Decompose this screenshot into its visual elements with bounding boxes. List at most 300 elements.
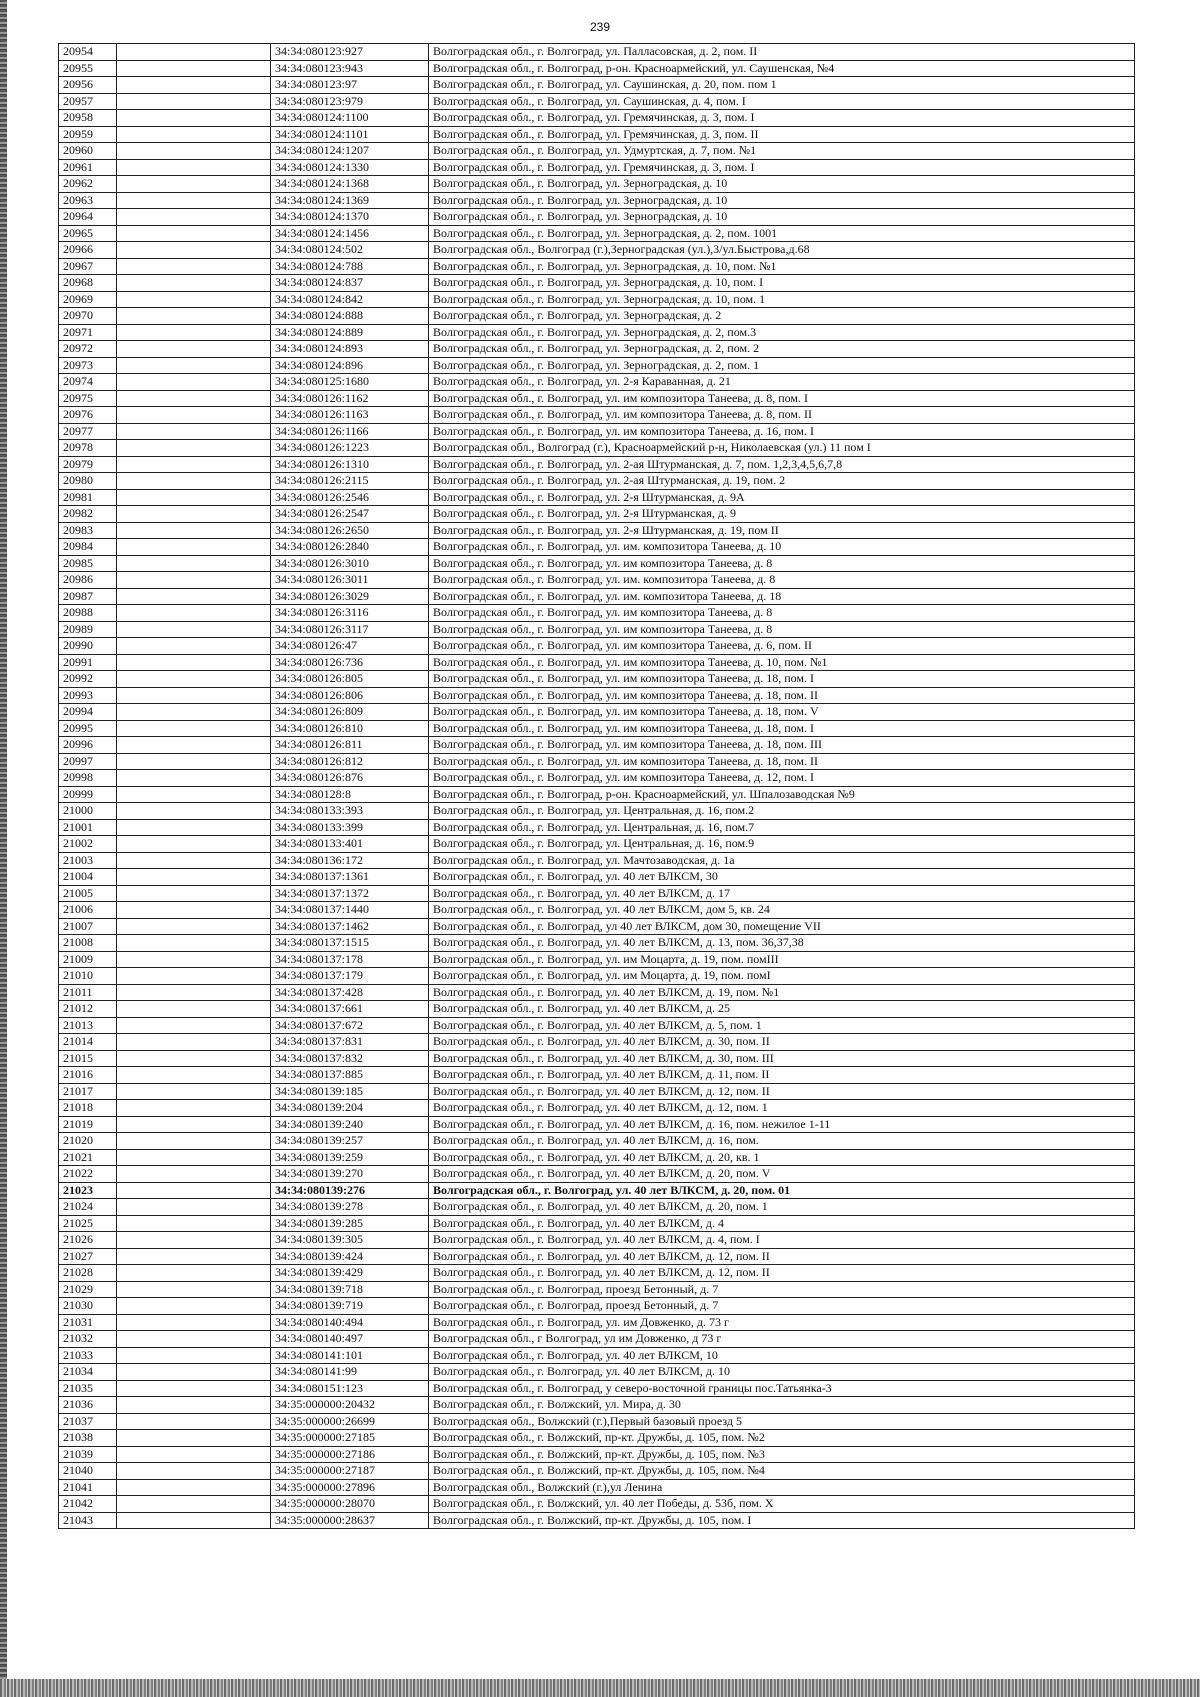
empty-cell	[117, 918, 271, 935]
cadastral-number-cell: 34:34:080139:424	[271, 1248, 429, 1265]
empty-cell	[117, 753, 271, 770]
empty-cell	[117, 654, 271, 671]
address-cell: Волгоградская обл., г. Волгоград, ул. 40 лет ВЛКСМ, д. 11, пом. II	[429, 1067, 1135, 1084]
row-number-cell: 21041	[59, 1479, 117, 1496]
empty-cell	[117, 539, 271, 556]
empty-cell	[117, 803, 271, 820]
row-number-cell: 20975	[59, 390, 117, 407]
table-row	[59, 324, 1135, 341]
cadastral-number-cell: 34:34:080139:305	[271, 1232, 429, 1249]
row-number-cell: 21026	[59, 1232, 117, 1249]
row-number-cell: 20986	[59, 572, 117, 589]
empty-cell	[117, 1215, 271, 1232]
cadastral-number-cell: 34:34:080139:257	[271, 1133, 429, 1150]
table-row	[59, 1512, 1135, 1529]
row-number-cell: 20982	[59, 506, 117, 523]
table-row	[59, 374, 1135, 391]
address-cell: Волгоградская обл., г. Волгоград, ул. им композитора Танеева, д. 18, пом. III	[429, 737, 1135, 754]
cadastral-number-cell: 34:34:080124:1368	[271, 176, 429, 193]
cadastral-number-cell: 34:34:080133:393	[271, 803, 429, 820]
row-number-cell: 21018	[59, 1100, 117, 1117]
table-row	[59, 786, 1135, 803]
table-row	[59, 951, 1135, 968]
table-row	[59, 1446, 1135, 1463]
cadastral-number-cell: 34:34:080140:494	[271, 1314, 429, 1331]
cadastral-number-cell: 34:35:000000:27186	[271, 1446, 429, 1463]
row-number-cell: 20974	[59, 374, 117, 391]
table-row	[59, 968, 1135, 985]
table-row	[59, 1215, 1135, 1232]
table-row	[59, 159, 1135, 176]
row-number-cell: 20977	[59, 423, 117, 440]
table-row	[59, 984, 1135, 1001]
address-cell: Волгоградская обл., г. Волгоград, ул. им композитора Танеева, д. 18, пом. V	[429, 704, 1135, 721]
cadastral-number-cell: 34:34:080124:788	[271, 258, 429, 275]
address-cell: Волгоградская обл., г. Волгоград, ул. 40 лет ВЛКСМ, дом 5, кв. 24	[429, 902, 1135, 919]
table-row	[59, 605, 1135, 622]
address-cell: Волгоградская обл., г. Волгоград, ул. им композитора Танеева, д. 8	[429, 605, 1135, 622]
address-cell: Волгоградская обл., г. Волгоград, ул. 40 лет ВЛКСМ, д. 12, пом. II	[429, 1265, 1135, 1282]
address-cell: Волгоградская обл., г. Волгоград, ул. 40 лет ВЛКСМ, д. 20, пом. V	[429, 1166, 1135, 1183]
address-cell: Волгоградская обл., г. Волгоград, ул. 40 лет ВЛКСМ, д. 30, пом. III	[429, 1050, 1135, 1067]
address-cell: Волгоградская обл., г. Волжский, пр-кт. Дружбы, д. 105, пом. №2	[429, 1430, 1135, 1447]
empty-cell	[117, 638, 271, 655]
table-row	[59, 1116, 1135, 1133]
scan-bottom-edge	[0, 1679, 1200, 1697]
empty-cell	[117, 1067, 271, 1084]
row-number-cell: 20989	[59, 621, 117, 638]
table-row	[59, 258, 1135, 275]
address-cell: Волгоградская обл., г. Волгоград, ул. Зерноградская, д. 2, пом. 1	[429, 357, 1135, 374]
row-number-cell: 21035	[59, 1380, 117, 1397]
empty-cell	[117, 1496, 271, 1513]
row-number-cell: 20958	[59, 110, 117, 127]
cadastral-number-cell: 34:34:080137:672	[271, 1017, 429, 1034]
address-cell: Волгоградская обл., г. Волгоград, р-он. Красноармейский, ул. Шпалозаводская №9	[429, 786, 1135, 803]
cadastral-number-cell: 34:34:080126:47	[271, 638, 429, 655]
address-cell: Волгоградская обл., г. Волгоград, ул. им Довженко, д. 73 г	[429, 1314, 1135, 1331]
row-number-cell: 21038	[59, 1430, 117, 1447]
cadastral-number-cell: 34:34:080126:736	[271, 654, 429, 671]
row-number-cell: 21033	[59, 1347, 117, 1364]
address-cell: Волгоградская обл., г. Волгоград, ул. 2-я Штурманская, д. 9А	[429, 489, 1135, 506]
cadastral-number-cell: 34:34:080137:178	[271, 951, 429, 968]
cadastral-number-cell: 34:34:080126:3029	[271, 588, 429, 605]
row-number-cell: 21016	[59, 1067, 117, 1084]
address-cell: Волгоградская обл., г. Волгоград, ул. 40 лет ВЛКСМ, д. 10	[429, 1364, 1135, 1381]
row-number-cell: 20962	[59, 176, 117, 193]
cadastral-number-cell: 34:34:080126:810	[271, 720, 429, 737]
table-row	[59, 918, 1135, 935]
cadastral-number-cell: 34:34:080126:806	[271, 687, 429, 704]
table-row	[59, 77, 1135, 94]
row-number-cell: 20992	[59, 671, 117, 688]
cadastral-number-cell: 34:34:080126:1310	[271, 456, 429, 473]
table-row	[59, 902, 1135, 919]
address-cell: Волгоградская обл., г. Волгоград, ул. им композитора Танеева, д. 8, пом. I	[429, 390, 1135, 407]
cadastral-number-cell: 34:34:080139:276	[271, 1182, 429, 1199]
empty-cell	[117, 1331, 271, 1348]
address-cell: Волгоградская обл., г. Волгоград, ул. Зерноградская, д. 10, пом. 1	[429, 291, 1135, 308]
cadastral-number-cell: 34:34:080128:8	[271, 786, 429, 803]
row-number-cell: 21009	[59, 951, 117, 968]
empty-cell	[117, 423, 271, 440]
address-cell: Волгоградская обл., г. Волгоград, ул. им композитора Танеева, д. 18, пом. II	[429, 753, 1135, 770]
address-cell: Волгоградская обл., г. Волгоград, ул. Зерноградская, д. 10, пом. №1	[429, 258, 1135, 275]
empty-cell	[117, 885, 271, 902]
cadastral-number-cell: 34:34:080124:893	[271, 341, 429, 358]
row-number-cell: 20996	[59, 737, 117, 754]
table-row	[59, 440, 1135, 457]
empty-cell	[117, 902, 271, 919]
cadastral-number-cell: 34:34:080139:718	[271, 1281, 429, 1298]
table-row	[59, 869, 1135, 886]
empty-cell	[117, 1199, 271, 1216]
address-cell: Волгоградская обл., г. Волгоград, ул. 2-ая Штурманская, д. 19, пом. 2	[429, 473, 1135, 490]
address-cell: Волгоградская обл., г. Волгоград, ул. им композитора Танеева, д. 16, пом. I	[429, 423, 1135, 440]
address-cell: Волгоградская обл., г. Волгоград, у северо-восточной границы пос.Татьянка-3	[429, 1380, 1135, 1397]
table-row	[59, 209, 1135, 226]
cadastral-number-cell: 34:34:080126:2546	[271, 489, 429, 506]
row-number-cell: 21010	[59, 968, 117, 985]
address-cell: Волгоградская обл., г. Волгоград, ул. 40 лет ВЛКСМ, 30	[429, 869, 1135, 886]
row-number-cell: 21037	[59, 1413, 117, 1430]
cadastral-number-cell: 34:34:080124:1330	[271, 159, 429, 176]
empty-cell	[117, 737, 271, 754]
cadastral-number-cell: 34:34:080139:429	[271, 1265, 429, 1282]
page-number: 239	[589, 20, 611, 34]
empty-cell	[117, 291, 271, 308]
address-cell: Волгоградская обл., г. Волгоград, ул. им. композитора Танеева, д. 8	[429, 572, 1135, 589]
address-cell: Волгоградская обл., г. Волгоград, ул. 40 лет ВЛКСМ, д. 30, пом. II	[429, 1034, 1135, 1051]
address-cell: Волгоградская обл., г. Волгоград, ул. 40 лет ВЛКСМ, д. 13, пом. 36,37,38	[429, 935, 1135, 952]
row-number-cell: 20990	[59, 638, 117, 655]
table-row	[59, 819, 1135, 836]
empty-cell	[117, 176, 271, 193]
address-cell: Волгоградская обл., г. Волгоград, ул. 40 лет ВЛКСМ, д. 20, пом. 1	[429, 1199, 1135, 1216]
table-row	[59, 225, 1135, 242]
table-row	[59, 1034, 1135, 1051]
address-cell: Волгоградская обл., г. Волгоград, ул. им композитора Танеева, д. 8, пом. II	[429, 407, 1135, 424]
table-row	[59, 671, 1135, 688]
address-cell: Волгоградская обл., г. Волгоград, ул. Центральная, д. 16, пом.7	[429, 819, 1135, 836]
table-row	[59, 1149, 1135, 1166]
table-row	[59, 852, 1135, 869]
cadastral-number-cell: 34:34:080126:1162	[271, 390, 429, 407]
cadastral-number-cell: 34:34:080126:2840	[271, 539, 429, 556]
table-row	[59, 522, 1135, 539]
table-row	[59, 242, 1135, 259]
row-number-cell: 21039	[59, 1446, 117, 1463]
address-cell: Волгоградская обл., г. Волгоград, ул. Гремячинская, д. 3, пом. I	[429, 110, 1135, 127]
cadastral-number-cell: 34:35:000000:27185	[271, 1430, 429, 1447]
cadastral-number-cell: 34:34:080126:3010	[271, 555, 429, 572]
address-cell: Волгоградская обл., г. Волгоград, ул. Гремячинская, д. 3, пом. I	[429, 159, 1135, 176]
address-cell: Волгоградская обл., г. Волгоград, ул. 40 лет ВЛКСМ, д. 16, пом.	[429, 1133, 1135, 1150]
table-row	[59, 1232, 1135, 1249]
cadastral-number-cell: 34:34:080123:943	[271, 60, 429, 77]
empty-cell	[117, 1100, 271, 1117]
cadastral-number-cell: 34:34:080133:401	[271, 836, 429, 853]
cadastral-number-cell: 34:34:080151:123	[271, 1380, 429, 1397]
empty-cell	[117, 60, 271, 77]
cadastral-number-cell: 34:35:000000:26699	[271, 1413, 429, 1430]
row-number-cell: 20998	[59, 770, 117, 787]
cadastral-number-cell: 34:34:080137:1515	[271, 935, 429, 952]
empty-cell	[117, 1281, 271, 1298]
table-row	[59, 1397, 1135, 1414]
address-cell: Волгоградская обл., Волжский (г.),Первый базовый проезд 5	[429, 1413, 1135, 1430]
address-cell: Волгоградская обл., г. Волгоград, ул. 40 лет ВЛКСМ, д. 20, пом. 01	[429, 1182, 1135, 1199]
address-cell: Волгоградская обл., Волжский (г.),ул Ленина	[429, 1479, 1135, 1496]
cadastral-number-cell: 34:34:080137:1440	[271, 902, 429, 919]
empty-cell	[117, 341, 271, 358]
table-row	[59, 1067, 1135, 1084]
cadastral-number-cell: 34:34:080124:889	[271, 324, 429, 341]
cadastral-number-cell: 34:34:080126:811	[271, 737, 429, 754]
address-cell: Волгоградская обл., г. Волгоград, ул. 2-я Штурманская, д. 9	[429, 506, 1135, 523]
row-number-cell: 21003	[59, 852, 117, 869]
address-cell: Волгоградская обл., г. Волгоград, ул. Зерноградская, д. 10, пом. I	[429, 275, 1135, 292]
cadastral-number-cell: 34:34:080123:927	[271, 44, 429, 61]
cadastral-number-cell: 34:34:080124:1100	[271, 110, 429, 127]
empty-cell	[117, 522, 271, 539]
empty-cell	[117, 1347, 271, 1364]
row-number-cell: 20957	[59, 93, 117, 110]
table-row	[59, 1100, 1135, 1117]
table-row	[59, 357, 1135, 374]
empty-cell	[117, 1380, 271, 1397]
table-row	[59, 836, 1135, 853]
row-number-cell: 21014	[59, 1034, 117, 1051]
address-cell: Волгоградская обл., г. Волгоград, ул. 40 лет ВЛКСМ, д. 16, пом. нежилое 1-11	[429, 1116, 1135, 1133]
address-cell: Волгоградская обл., г. Волгоград, ул. Зерноградская, д. 10	[429, 192, 1135, 209]
row-number-cell: 21005	[59, 885, 117, 902]
row-number-cell: 21034	[59, 1364, 117, 1381]
cadastral-number-cell: 34:34:080139:240	[271, 1116, 429, 1133]
row-number-cell: 21002	[59, 836, 117, 853]
address-cell: Волгоградская обл., г. Волгоград, ул 40 лет ВЛКСМ, дом 30, помещение VII	[429, 918, 1135, 935]
cadastral-number-cell: 34:34:080137:661	[271, 1001, 429, 1018]
address-cell: Волгоградская обл., г. Волгоград, ул. 40 лет ВЛКСМ, д. 4, пом. I	[429, 1232, 1135, 1249]
row-number-cell: 21008	[59, 935, 117, 952]
cadastral-number-cell: 34:34:080126:1223	[271, 440, 429, 457]
row-number-cell: 20988	[59, 605, 117, 622]
empty-cell	[117, 242, 271, 259]
table-row	[59, 143, 1135, 160]
cadastral-number-cell: 34:34:080137:885	[271, 1067, 429, 1084]
empty-cell	[117, 621, 271, 638]
table-row	[59, 638, 1135, 655]
cadastral-number-cell: 34:35:000000:28637	[271, 1512, 429, 1529]
row-number-cell: 21019	[59, 1116, 117, 1133]
row-number-cell: 20995	[59, 720, 117, 737]
row-number-cell: 20970	[59, 308, 117, 325]
table-row	[59, 803, 1135, 820]
table-row	[59, 1265, 1135, 1282]
row-number-cell: 21000	[59, 803, 117, 820]
row-number-cell: 20978	[59, 440, 117, 457]
row-number-cell: 21042	[59, 1496, 117, 1513]
empty-cell	[117, 258, 271, 275]
empty-cell	[117, 1314, 271, 1331]
row-number-cell: 21031	[59, 1314, 117, 1331]
table-row	[59, 291, 1135, 308]
cadastral-number-cell: 34:34:080124:888	[271, 308, 429, 325]
row-number-cell: 20972	[59, 341, 117, 358]
row-number-cell: 20966	[59, 242, 117, 259]
address-cell: Волгоградская обл., г. Волгоград, ул. им композитора Танеева, д. 18, пом. I	[429, 720, 1135, 737]
address-cell: Волгоградская обл., г. Волгоград, ул. Саушинская, д. 20, пом. пом 1	[429, 77, 1135, 94]
row-number-cell: 21028	[59, 1265, 117, 1282]
cadastral-number-cell: 34:34:080123:979	[271, 93, 429, 110]
table-row	[59, 935, 1135, 952]
cadastral-number-cell: 34:34:080139:185	[271, 1083, 429, 1100]
cadastral-number-cell: 34:34:080126:3011	[271, 572, 429, 589]
cadastral-number-cell: 34:35:000000:27896	[271, 1479, 429, 1496]
cadastral-number-cell: 34:34:080126:1163	[271, 407, 429, 424]
address-cell: Волгоградская обл., г. Волгоград, ул. 40 лет ВЛКСМ, д. 19, пом. №1	[429, 984, 1135, 1001]
table-row	[59, 1199, 1135, 1216]
empty-cell	[117, 572, 271, 589]
empty-cell	[117, 1397, 271, 1414]
address-cell: Волгоградская обл., г. Волгоград, проезд Бетонный, д. 7	[429, 1281, 1135, 1298]
empty-cell	[117, 1050, 271, 1067]
cadastral-number-cell: 34:34:080136:172	[271, 852, 429, 869]
cadastral-number-cell: 34:34:080124:1101	[271, 126, 429, 143]
cadastral-number-cell: 34:34:080123:97	[271, 77, 429, 94]
row-number-cell: 21021	[59, 1149, 117, 1166]
table-row	[59, 93, 1135, 110]
empty-cell	[117, 275, 271, 292]
cadastral-number-cell: 34:34:080124:1370	[271, 209, 429, 226]
address-cell: Волгоградская обл., г. Волгоград, ул. 40 лет ВЛКСМ, д. 25	[429, 1001, 1135, 1018]
cadastral-number-cell: 34:34:080126:2650	[271, 522, 429, 539]
empty-cell	[117, 869, 271, 886]
empty-cell	[117, 951, 271, 968]
empty-cell	[117, 1017, 271, 1034]
empty-cell	[117, 852, 271, 869]
address-cell: Волгоградская обл., г. Волгоград, ул. им композитора Танеева, д. 6, пом. II	[429, 638, 1135, 655]
table-row	[59, 1314, 1135, 1331]
row-number-cell: 21023	[59, 1182, 117, 1199]
address-cell: Волгоградская обл., г. Волгоград, ул. Зерноградская, д. 2	[429, 308, 1135, 325]
row-number-cell: 21043	[59, 1512, 117, 1529]
table-row	[59, 1430, 1135, 1447]
empty-cell	[117, 225, 271, 242]
table-row	[59, 1413, 1135, 1430]
empty-cell	[117, 93, 271, 110]
address-cell: Волгоградская обл., г. Волгоград, ул. 40 лет ВЛКСМ, д. 12, пом. 1	[429, 1100, 1135, 1117]
empty-cell	[117, 935, 271, 952]
empty-cell	[117, 687, 271, 704]
empty-cell	[117, 440, 271, 457]
cadastral-number-cell: 34:35:000000:20432	[271, 1397, 429, 1414]
empty-cell	[117, 1133, 271, 1150]
address-cell: Волгоградская обл., г. Волгоград, ул. 2-я Караванная, д. 21	[429, 374, 1135, 391]
address-cell: Волгоградская обл., г. Волгоград, ул. 2-я Штурманская, д. 19, пом II	[429, 522, 1135, 539]
address-cell: Волгоградская обл., г. Волгоград, ул. Зерноградская, д. 10	[429, 176, 1135, 193]
row-number-cell: 21025	[59, 1215, 117, 1232]
cadastral-number-cell: 34:34:080139:270	[271, 1166, 429, 1183]
empty-cell	[117, 1479, 271, 1496]
empty-cell	[117, 44, 271, 61]
table-row	[59, 308, 1135, 325]
empty-cell	[117, 1463, 271, 1480]
table-row	[59, 1479, 1135, 1496]
address-cell: Волгоградская обл., г. Волгоград, ул. им композитора Танеева, д. 8	[429, 555, 1135, 572]
empty-cell	[117, 720, 271, 737]
empty-cell	[117, 836, 271, 853]
row-number-cell: 20999	[59, 786, 117, 803]
cadastral-number-cell: 34:35:000000:28070	[271, 1496, 429, 1513]
cadastral-number-cell: 34:34:080126:2115	[271, 473, 429, 490]
address-cell: Волгоградская обл., г. Волгоград, ул. им композитора Танеева, д. 10, пом. №1	[429, 654, 1135, 671]
row-number-cell: 20979	[59, 456, 117, 473]
row-number-cell: 20976	[59, 407, 117, 424]
row-number-cell: 21007	[59, 918, 117, 935]
address-cell: Волгоградская обл., г. Волгоград, ул. Мачтозаводская, д. 1а	[429, 852, 1135, 869]
cadastral-number-cell: 34:34:080140:497	[271, 1331, 429, 1348]
empty-cell	[117, 489, 271, 506]
address-cell: Волгоградская обл., г. Волгоград, ул. 40 лет ВЛКСМ, 10	[429, 1347, 1135, 1364]
row-number-cell: 20980	[59, 473, 117, 490]
empty-cell	[117, 126, 271, 143]
table-row	[59, 1017, 1135, 1034]
table-row	[59, 1133, 1135, 1150]
cadastral-number-cell: 34:34:080125:1680	[271, 374, 429, 391]
empty-cell	[117, 1446, 271, 1463]
address-cell: Волгоградская обл., г. Волгоград, ул. 40 лет ВЛКСМ, д. 5, пом. 1	[429, 1017, 1135, 1034]
table-row	[59, 704, 1135, 721]
table-row	[59, 1364, 1135, 1381]
address-cell: Волгоградская обл., г. Волгоград, ул. им композитора Танеева, д. 18, пом. I	[429, 671, 1135, 688]
empty-cell	[117, 671, 271, 688]
cadastral-number-cell: 34:34:080124:837	[271, 275, 429, 292]
table-row	[59, 407, 1135, 424]
empty-cell	[117, 159, 271, 176]
empty-cell	[117, 209, 271, 226]
cadastral-number-cell: 34:34:080124:896	[271, 357, 429, 374]
address-cell: Волгоградская обл., г. Волжский, пр-кт. Дружбы, д. 105, пом. №4	[429, 1463, 1135, 1480]
empty-cell	[117, 1034, 271, 1051]
registry-body	[59, 44, 1135, 1529]
cadastral-number-cell: 34:34:080139:204	[271, 1100, 429, 1117]
cadastral-number-cell: 34:34:080137:1462	[271, 918, 429, 935]
table-row	[59, 126, 1135, 143]
table-row	[59, 737, 1135, 754]
address-cell: Волгоградская обл., г. Волжский, пр-кт. Дружбы, д. 105, пом. I	[429, 1512, 1135, 1529]
table-row	[59, 473, 1135, 490]
table-row	[59, 1281, 1135, 1298]
address-cell: Волгоградская обл., г. Волгоград, ул. 40 лет ВЛКСМ, д. 12, пом. II	[429, 1248, 1135, 1265]
address-cell: Волгоградская обл., г. Волгоград, ул. Зерноградская, д. 10	[429, 209, 1135, 226]
cadastral-number-cell: 34:34:080137:831	[271, 1034, 429, 1051]
address-cell: Волгоградская обл., г. Волгоград, ул. им Моцарта, д. 19, пом. помI	[429, 968, 1135, 985]
empty-cell	[117, 1430, 271, 1447]
empty-cell	[117, 1001, 271, 1018]
empty-cell	[117, 77, 271, 94]
row-number-cell: 20991	[59, 654, 117, 671]
address-cell: Волгоградская обл., г. Волгоград, ул. Центральная, д. 16, пом.2	[429, 803, 1135, 820]
empty-cell	[117, 506, 271, 523]
row-number-cell: 20965	[59, 225, 117, 242]
address-cell: Волгоградская обл., г. Волгоград, ул. 2-ая Штурманская, д. 7, пом. 1,2,3,4,5,6,7,8	[429, 456, 1135, 473]
cadastral-number-cell: 34:34:080124:842	[271, 291, 429, 308]
row-number-cell: 21040	[59, 1463, 117, 1480]
cadastral-number-cell: 34:34:080133:399	[271, 819, 429, 836]
row-number-cell: 20987	[59, 588, 117, 605]
